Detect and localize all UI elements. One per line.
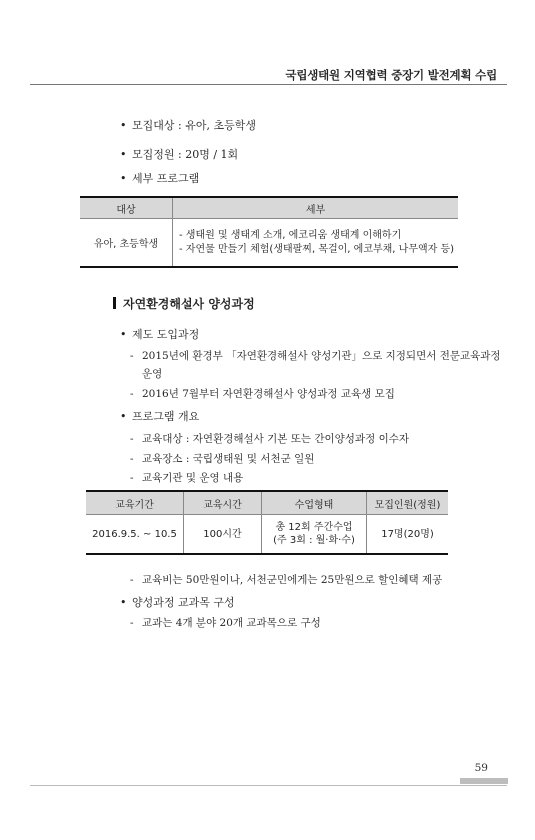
table-cell-period: 2016.9.5. ~ 10.5: [86, 515, 184, 555]
list-item: - 교과는 4개 분야 20개 교과목으로 구성: [130, 617, 321, 629]
header-divider: [30, 84, 507, 85]
table-row: [86, 515, 448, 555]
bullet-recruit-target: • 모집대상 : 유아, 초등학생: [120, 119, 256, 132]
list-item-continuation: 운영: [142, 368, 163, 380]
bullet-overview: • 프로그램 개요: [120, 410, 200, 423]
table-header-cell: 수업형태: [262, 491, 367, 515]
section-marker-icon: [113, 297, 116, 309]
bullet-recruit-detail: • 세부 프로그램: [120, 172, 200, 185]
list-item: - 교육기관 및 운영 내용: [130, 472, 244, 484]
bullet-dot-icon: •: [120, 148, 127, 161]
table-header-cell: 교육기간: [86, 491, 184, 515]
list-item: - 2015년에 환경부 「자연환경해설사 양성기관」으로 지정되면서 전문교육과정: [130, 350, 501, 362]
bullet-dot-icon: •: [120, 119, 127, 132]
section-heading: 자연환경해설사 양성과정: [113, 295, 255, 312]
bullet-dot-icon: •: [120, 596, 127, 609]
table-cell-target: 유아, 초등학생: [80, 219, 173, 268]
table-header-cell: 대상: [80, 197, 173, 219]
page-number: 59: [474, 762, 488, 774]
page-number-bar: [460, 778, 508, 784]
list-item: - 2016년 7월부터 자연환경해설사 양성과정 교육생 모집: [130, 388, 395, 400]
bullet-intro: • 제도 도입과정: [120, 328, 200, 341]
table-header-row: [80, 197, 458, 219]
bullet-dot-icon: •: [120, 410, 127, 423]
table-header-cell: 교육시간: [184, 491, 262, 515]
table-header-cell: 모집인원(정원): [367, 491, 449, 515]
table-cell-format: 총 12회 주간수업 (주 3회 : 월·화·수): [262, 515, 367, 555]
bullet-curriculum: • 양성과정 교과목 구성: [120, 596, 235, 609]
bullet-dot-icon: •: [120, 172, 127, 185]
bullet-recruit-capacity: • 모집정원 : 20명 / 1회: [120, 148, 239, 161]
table-header-row: [86, 491, 448, 515]
footer-divider: [30, 785, 507, 786]
list-item: - 교육장소 : 국립생태원 및 서천군 일원: [130, 453, 315, 465]
list-item: - 교육대상 : 자연환경해설사 기본 또는 간이양성과정 이수자: [130, 433, 409, 445]
bullet-dot-icon: •: [120, 328, 127, 341]
table-header-cell: 세부: [173, 197, 459, 219]
table-cell-hours: 100시간: [184, 515, 262, 555]
table-row: [80, 219, 458, 268]
table-cell-details: - 생태원 및 생태계 소개, 에코리움 생태계 이해하기 - 자연물 만들기 체험(생태팔찌, 목걸이, 에코부채, 나무액자 등): [173, 219, 459, 268]
course-operation-table: [86, 490, 448, 555]
table-cell-capacity: 17명(20명): [367, 515, 449, 555]
program-detail-table: [80, 196, 458, 268]
running-header: 국립생태원 지역협력 중장기 발전계획 수립: [285, 68, 497, 82]
list-item: - 교육비는 50만원이나, 서천군민에게는 25만원으로 할인혜택 제공: [130, 574, 443, 586]
